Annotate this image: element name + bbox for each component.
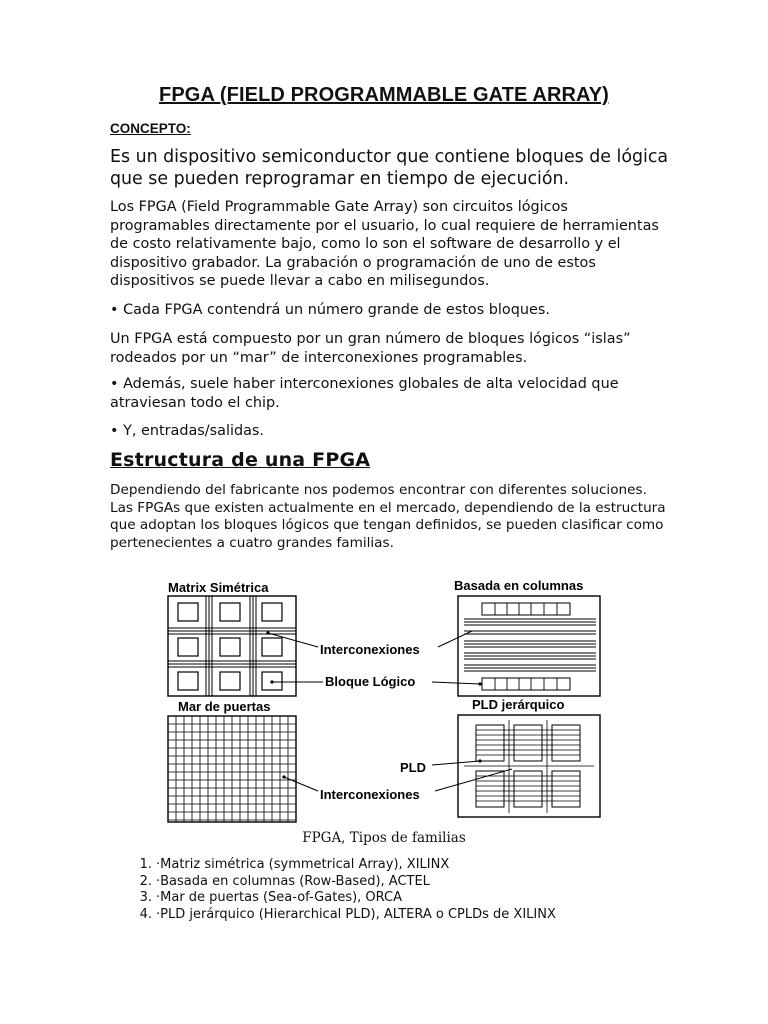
list-item bbox=[110, 874, 670, 891]
list-text: ·Mar de puertas (Sea-of-Gates), ORCA bbox=[156, 890, 403, 905]
figure-caption: FPGA, Tipos de familias bbox=[302, 830, 466, 846]
label-pld-hierarchical: PLD jerárquico bbox=[472, 697, 565, 712]
list-number: 4. bbox=[139, 906, 152, 922]
label-matrix: Matrix Simétrica bbox=[168, 580, 269, 595]
columns-routing-lines bbox=[464, 619, 596, 671]
label-pld: PLD bbox=[400, 760, 426, 775]
list-number: 1. bbox=[139, 857, 152, 872]
document-title: FPGA (FIELD PROGRAMMABLE GATE ARRAY) bbox=[159, 84, 609, 106]
label-columns: Basada en columnas bbox=[454, 578, 584, 593]
label-interconexiones-top: Interconexiones bbox=[320, 642, 420, 657]
list-item bbox=[110, 890, 670, 907]
label-sea-of-gates: Mar de puertas bbox=[178, 699, 271, 714]
paragraph-composition: Un FPGA está compuesto por un gran número de bloques lógicos “islas” rodeados por un “mar” de interconexiones programables. bbox=[110, 331, 631, 366]
concepto-label: CONCEPTO: bbox=[110, 121, 191, 136]
families-list bbox=[110, 857, 670, 923]
section-intro: Dependiendo del fabricante nos podemos encontrar con diferentes soluciones. Las FPGAs que existen actualmente en el mercado, dependiendo de la estructura que adoptan los bloques lógicos que tengan definidos, se pueden clasificar como pertenecientes a cuatro grandes familias. bbox=[110, 482, 666, 551]
label-bloque-logico: Bloque Lógico bbox=[325, 674, 416, 689]
columns-row-cells bbox=[495, 603, 557, 690]
lead-definition: Es un dispositivo semiconductor que contiene bloques de lógica que se pueden reprogramar en tiempo de ejecución. bbox=[110, 147, 669, 189]
sea-grid bbox=[168, 716, 296, 822]
list-number: 2. bbox=[139, 873, 152, 889]
bullet-blocks: • Cada FPGA contendrá un número grande de estos bloques. bbox=[110, 302, 550, 318]
paragraph-intro: Los FPGA (Field Programmable Gate Array) son circuitos lógicos programables directamente por el usuario, lo cual requiere de herramientas de costo relativamente bajo, como lo son el software de desarrollo y el dispositivo grabador. La grabación o programación de uno de estos dispositivos se puede llevar a cabo en milisegundos. bbox=[110, 199, 659, 289]
bullet-global-interconnect: • Además, suele haber interconexiones globales de alta velocidad que atraviesan todo el chip. bbox=[110, 376, 619, 411]
fpga-families-figure bbox=[160, 575, 620, 830]
list-item bbox=[110, 857, 670, 874]
list-text: ·PLD jerárquico (Hierarchical PLD), ALTERA o CPLDs de XILINX bbox=[156, 906, 556, 922]
section-heading: Estructura de una FPGA bbox=[110, 449, 371, 471]
bottom-pointer-dots bbox=[282, 759, 481, 778]
list-text: ·Matriz simétrica (symmetrical Array), XILINX bbox=[156, 857, 450, 872]
matrix-logic-blocks bbox=[178, 603, 282, 690]
list-number: 3. bbox=[139, 890, 152, 905]
bullet-io: • Y, entradas/salidas. bbox=[110, 423, 264, 439]
list-text: ·Basada en columnas (Row-Based), ACTEL bbox=[156, 873, 430, 889]
label-interconexiones-bottom: Interconexiones bbox=[320, 787, 420, 802]
columns-logic-rows bbox=[482, 603, 570, 690]
list-item bbox=[110, 907, 670, 924]
